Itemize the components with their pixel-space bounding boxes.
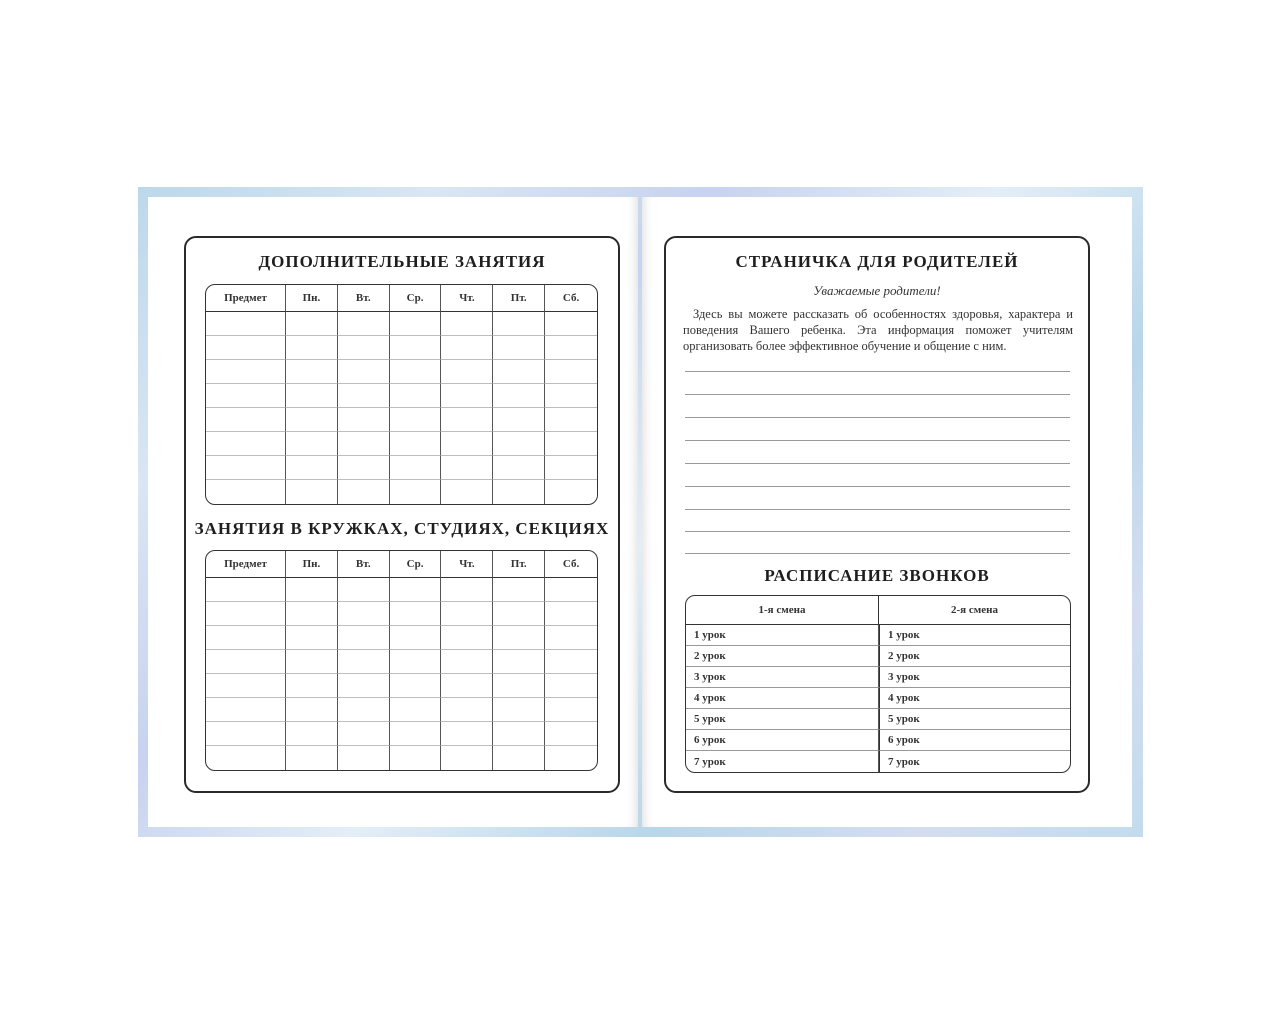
time-slot[interactable] bbox=[738, 646, 879, 667]
writing-line[interactable] bbox=[685, 417, 1070, 418]
schedule-cell[interactable] bbox=[545, 312, 597, 336]
table-row bbox=[206, 746, 597, 770]
table-row bbox=[206, 336, 597, 360]
schedule-cell[interactable] bbox=[286, 384, 338, 408]
writing-line[interactable] bbox=[685, 531, 1070, 532]
schedule-cell[interactable] bbox=[390, 312, 442, 336]
schedule-cell[interactable] bbox=[441, 578, 493, 602]
column-header: Пт. bbox=[493, 551, 545, 578]
table-row bbox=[206, 408, 597, 432]
schedule-cell[interactable] bbox=[286, 360, 338, 384]
schedule-cell[interactable] bbox=[493, 312, 545, 336]
lesson-label: 7 урок bbox=[694, 755, 726, 768]
schedule-cell[interactable] bbox=[286, 602, 338, 626]
schedule-cell[interactable] bbox=[206, 408, 286, 432]
schedule-cell[interactable] bbox=[206, 360, 286, 384]
writing-line[interactable] bbox=[685, 371, 1070, 372]
shift-1-header: 1-я смена bbox=[686, 596, 879, 625]
schedule-cell[interactable] bbox=[493, 384, 545, 408]
schedule-cell[interactable] bbox=[545, 602, 597, 626]
parents-intro-text: Здесь вы можете рассказать об особенностях здоровья, характера и поведения Вашего ребенка. Эта информация поможет учителям организовать более эффективное обучение и общение с ним. bbox=[683, 307, 1073, 353]
schedule-cell[interactable] bbox=[390, 722, 442, 746]
schedule-cell[interactable] bbox=[545, 456, 597, 480]
column-header: Предмет bbox=[206, 285, 286, 312]
bell-row bbox=[686, 709, 1070, 730]
lesson-label: 1 урок bbox=[879, 625, 931, 646]
lesson-label: 1 урок bbox=[686, 625, 738, 646]
lesson-label: 5 урок bbox=[686, 709, 738, 730]
schedule-cell[interactable] bbox=[493, 626, 545, 650]
schedule-cell[interactable] bbox=[545, 360, 597, 384]
schedule-cell[interactable] bbox=[390, 746, 442, 770]
lesson-label: 4 урок bbox=[879, 688, 931, 709]
schedule-cell[interactable] bbox=[493, 722, 545, 746]
parents-page-title: СТРАНИЧКА ДЛЯ РОДИТЕЛЕЙ bbox=[735, 252, 1019, 271]
schedule-cell[interactable] bbox=[338, 626, 390, 650]
bell-row bbox=[686, 646, 1070, 667]
schedule-cell[interactable] bbox=[493, 336, 545, 360]
parents-greeting: Уважаемые родители! bbox=[813, 283, 941, 298]
schedule-cell[interactable] bbox=[441, 698, 493, 722]
writing-line[interactable] bbox=[685, 509, 1070, 510]
lesson-label: 7 урок bbox=[879, 751, 931, 772]
schedule-cell[interactable] bbox=[441, 336, 493, 360]
schedule-cell[interactable] bbox=[493, 456, 545, 480]
schedule-cell[interactable] bbox=[338, 432, 390, 456]
schedule-cell[interactable] bbox=[545, 722, 597, 746]
schedule-cell[interactable] bbox=[545, 674, 597, 698]
column-header: Вт. bbox=[338, 551, 390, 578]
schedule-cell[interactable] bbox=[206, 602, 286, 626]
writing-line[interactable] bbox=[685, 463, 1070, 464]
table-row bbox=[206, 432, 597, 456]
table-row bbox=[206, 650, 597, 674]
schedule-cell[interactable] bbox=[441, 722, 493, 746]
schedule-cell[interactable] bbox=[286, 312, 338, 336]
schedule-cell[interactable] bbox=[493, 480, 545, 504]
schedule-cell[interactable] bbox=[493, 408, 545, 432]
column-header: Ср. bbox=[390, 551, 442, 578]
schedule-cell[interactable] bbox=[338, 698, 390, 722]
time-slot[interactable] bbox=[738, 625, 879, 646]
schedule-cell[interactable] bbox=[286, 336, 338, 360]
schedule-cell[interactable] bbox=[206, 336, 286, 360]
schedule-cell[interactable] bbox=[338, 408, 390, 432]
time-slot[interactable] bbox=[931, 751, 1070, 772]
schedule-cell[interactable] bbox=[338, 746, 390, 770]
schedule-cell[interactable] bbox=[286, 480, 338, 504]
schedule-cell[interactable] bbox=[390, 480, 442, 504]
time-slot[interactable] bbox=[931, 625, 1070, 646]
bell-row bbox=[686, 688, 1070, 709]
schedule-cell[interactable] bbox=[493, 746, 545, 770]
column-header: Сб. bbox=[545, 551, 597, 578]
schedule-cell[interactable] bbox=[441, 384, 493, 408]
schedule-cell[interactable] bbox=[338, 480, 390, 504]
schedule-cell[interactable] bbox=[286, 746, 338, 770]
table-row bbox=[206, 456, 597, 480]
schedule-cell[interactable] bbox=[338, 360, 390, 384]
schedule-cell[interactable] bbox=[338, 456, 390, 480]
writing-line[interactable] bbox=[685, 486, 1070, 487]
schedule-cell[interactable] bbox=[286, 432, 338, 456]
time-slot[interactable] bbox=[931, 730, 1070, 751]
schedule-cell[interactable] bbox=[206, 674, 286, 698]
schedule-cell[interactable] bbox=[206, 698, 286, 722]
schedule-cell[interactable] bbox=[545, 432, 597, 456]
schedule-cell[interactable] bbox=[441, 746, 493, 770]
schedule-cell[interactable] bbox=[441, 674, 493, 698]
lesson-label: 6 урок bbox=[879, 730, 931, 751]
schedule-cell[interactable] bbox=[441, 602, 493, 626]
schedule-cell[interactable] bbox=[441, 408, 493, 432]
bell-header-row bbox=[686, 596, 1070, 625]
table-row bbox=[206, 578, 597, 602]
table-row bbox=[206, 312, 597, 336]
schedule-cell[interactable] bbox=[286, 456, 338, 480]
schedule-cell[interactable] bbox=[545, 626, 597, 650]
column-header: Чт. bbox=[441, 551, 493, 578]
schedule-cell[interactable] bbox=[390, 408, 442, 432]
schedule-cell[interactable] bbox=[338, 674, 390, 698]
schedule-cell[interactable] bbox=[286, 578, 338, 602]
section-title-extra-classes: ДОПОЛНИТЕЛЬНЫЕ ЗАНЯТИЯ bbox=[258, 252, 546, 271]
schedule-cell[interactable] bbox=[390, 384, 442, 408]
schedule-cell[interactable] bbox=[390, 432, 442, 456]
schedule-cell[interactable] bbox=[493, 698, 545, 722]
lesson-label: 3 урок bbox=[686, 667, 738, 688]
column-header: Пн. bbox=[286, 285, 338, 312]
schedule-cell[interactable] bbox=[286, 626, 338, 650]
table-row bbox=[206, 722, 597, 746]
time-slot[interactable] bbox=[931, 688, 1070, 709]
bell-row bbox=[686, 730, 1070, 751]
schedule-cell[interactable] bbox=[441, 650, 493, 674]
schedule-cell[interactable] bbox=[206, 312, 286, 336]
writing-line[interactable] bbox=[685, 553, 1070, 554]
schedule-cell[interactable] bbox=[390, 698, 442, 722]
lesson-label: 6 урок bbox=[686, 730, 738, 751]
schedule-cell[interactable] bbox=[390, 360, 442, 384]
clubs-table bbox=[205, 550, 598, 771]
schedule-cell[interactable] bbox=[441, 312, 493, 336]
schedule-cell[interactable] bbox=[545, 578, 597, 602]
schedule-cell[interactable] bbox=[286, 698, 338, 722]
schedule-cell[interactable] bbox=[338, 312, 390, 336]
time-slot[interactable] bbox=[931, 667, 1070, 688]
table-row bbox=[206, 698, 597, 722]
bell-schedule-table bbox=[685, 595, 1071, 773]
schedule-cell[interactable] bbox=[545, 336, 597, 360]
schedule-cell[interactable] bbox=[206, 384, 286, 408]
schedule-cell[interactable] bbox=[390, 578, 442, 602]
schedule-cell[interactable] bbox=[206, 722, 286, 746]
column-header: Вт. bbox=[338, 285, 390, 312]
table-header-row bbox=[206, 551, 597, 578]
schedule-cell[interactable] bbox=[545, 698, 597, 722]
table-row bbox=[206, 602, 597, 626]
schedule-cell[interactable] bbox=[390, 336, 442, 360]
schedule-cell[interactable] bbox=[338, 578, 390, 602]
writing-line[interactable] bbox=[685, 440, 1070, 441]
column-header: Предмет bbox=[206, 551, 286, 578]
bell-schedule-title: РАСПИСАНИЕ ЗВОНКОВ bbox=[764, 566, 990, 585]
time-slot[interactable] bbox=[738, 667, 879, 688]
table-row bbox=[206, 384, 597, 408]
time-slot[interactable] bbox=[931, 646, 1070, 667]
column-header: Пт. bbox=[493, 285, 545, 312]
bell-row bbox=[686, 625, 1070, 646]
schedule-cell[interactable] bbox=[286, 650, 338, 674]
schedule-cell[interactable] bbox=[286, 674, 338, 698]
schedule-cell[interactable] bbox=[338, 384, 390, 408]
table-row bbox=[206, 480, 597, 504]
schedule-cell[interactable] bbox=[390, 674, 442, 698]
schedule-cell[interactable] bbox=[338, 650, 390, 674]
schedule-cell[interactable] bbox=[206, 456, 286, 480]
schedule-cell[interactable] bbox=[545, 480, 597, 504]
schedule-cell[interactable] bbox=[493, 432, 545, 456]
schedule-cell[interactable] bbox=[493, 674, 545, 698]
schedule-cell[interactable] bbox=[493, 602, 545, 626]
schedule-cell[interactable] bbox=[206, 432, 286, 456]
lesson-label: 3 урок bbox=[879, 667, 931, 688]
bell-row bbox=[686, 667, 1070, 688]
table-row bbox=[206, 674, 597, 698]
schedule-cell[interactable] bbox=[390, 650, 442, 674]
extra-classes-table bbox=[205, 284, 598, 505]
schedule-cell[interactable] bbox=[441, 480, 493, 504]
lesson-label: 2 урок bbox=[879, 646, 931, 667]
schedule-cell[interactable] bbox=[545, 746, 597, 770]
shift-2-header: 2-я смена bbox=[879, 596, 1070, 625]
schedule-cell[interactable] bbox=[206, 650, 286, 674]
schedule-cell[interactable] bbox=[390, 626, 442, 650]
schedule-cell[interactable] bbox=[206, 480, 286, 504]
schedule-cell[interactable] bbox=[441, 432, 493, 456]
schedule-cell[interactable] bbox=[338, 602, 390, 626]
schedule-cell[interactable] bbox=[493, 650, 545, 674]
column-header: Чт. bbox=[441, 285, 493, 312]
schedule-cell[interactable] bbox=[545, 650, 597, 674]
schedule-cell[interactable] bbox=[390, 602, 442, 626]
table-header-row bbox=[206, 285, 597, 312]
schedule-cell[interactable] bbox=[286, 408, 338, 432]
table-body[interactable] bbox=[206, 578, 597, 770]
schedule-cell[interactable] bbox=[390, 456, 442, 480]
column-header: Пн. bbox=[286, 551, 338, 578]
schedule-cell[interactable] bbox=[493, 578, 545, 602]
time-slot[interactable] bbox=[738, 751, 879, 772]
time-slot[interactable] bbox=[738, 730, 879, 751]
schedule-cell[interactable] bbox=[545, 384, 597, 408]
column-header: Ср. bbox=[390, 285, 442, 312]
schedule-cell[interactable] bbox=[206, 626, 286, 650]
lesson-label: 2 урок bbox=[686, 646, 738, 667]
lesson-label: 5 урок bbox=[879, 709, 931, 730]
column-header: Сб. bbox=[545, 285, 597, 312]
schedule-cell[interactable] bbox=[206, 746, 286, 770]
schedule-cell[interactable] bbox=[441, 456, 493, 480]
schedule-cell[interactable] bbox=[286, 722, 338, 746]
schedule-cell[interactable] bbox=[493, 360, 545, 384]
time-slot[interactable] bbox=[738, 688, 879, 709]
table-body[interactable] bbox=[206, 312, 597, 504]
time-slot[interactable] bbox=[738, 709, 879, 730]
section-title-clubs: ЗАНЯТИЯ В КРУЖКАХ, СТУДИЯХ, СЕКЦИЯХ bbox=[194, 519, 610, 538]
schedule-cell[interactable] bbox=[441, 626, 493, 650]
schedule-cell[interactable] bbox=[206, 578, 286, 602]
schedule-cell[interactable] bbox=[441, 360, 493, 384]
table-row bbox=[206, 626, 597, 650]
time-slot[interactable] bbox=[931, 709, 1070, 730]
schedule-cell[interactable] bbox=[338, 336, 390, 360]
writing-line[interactable] bbox=[685, 394, 1070, 395]
bell-row bbox=[686, 751, 1070, 772]
schedule-cell[interactable] bbox=[338, 722, 390, 746]
bell-rows bbox=[686, 625, 1070, 772]
schedule-cell[interactable] bbox=[545, 408, 597, 432]
lesson-label: 4 урок bbox=[686, 688, 738, 709]
table-row bbox=[206, 360, 597, 384]
